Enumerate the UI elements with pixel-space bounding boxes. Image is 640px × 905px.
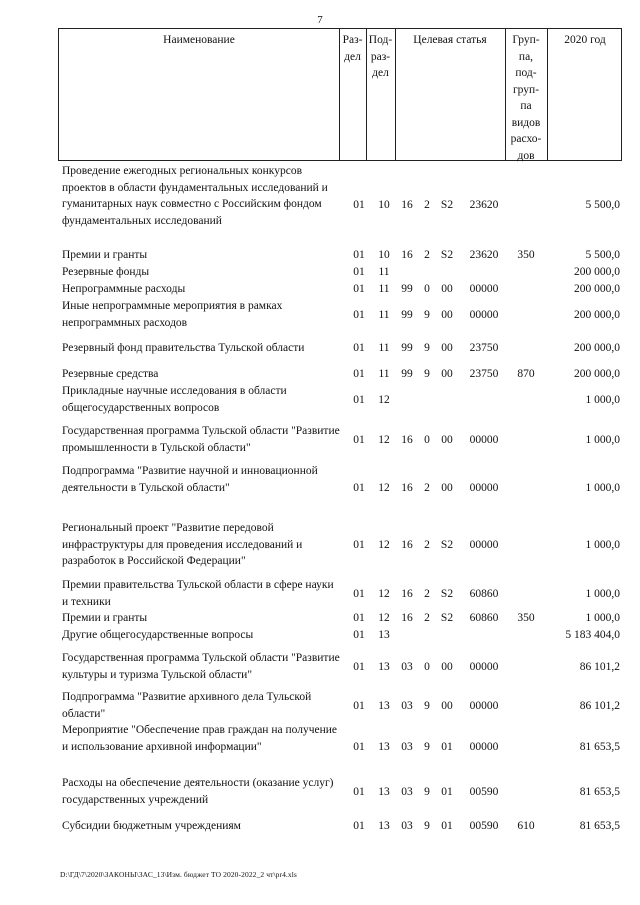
row-name: Премии правительства Тульской области в сфере науки и техники — [62, 579, 334, 608]
cell-c: S2 — [440, 538, 454, 551]
cell-pr: 10 — [378, 198, 390, 211]
table-row — [58, 247, 622, 264]
row-name: Проведение ежегодных региональных конкурсов проектов в области фундаментальных исследований и гуманитарных наук совместно с Российским фондом фундаментальных исследований — [62, 165, 328, 227]
cell-d: 00000 — [469, 538, 499, 551]
table-body — [58, 163, 622, 835]
cell-b: 9 — [424, 820, 430, 832]
cell-sum: 5 500,0 — [585, 249, 620, 261]
table-row — [58, 818, 622, 835]
cell-rz: 01 — [353, 342, 365, 354]
cell-d: 00000 — [469, 283, 499, 295]
cell-pr: 13 — [378, 740, 390, 753]
cell-b: 9 — [424, 308, 430, 321]
cell-a: 03 — [401, 699, 413, 712]
cell-sum: 81 653,5 — [579, 785, 620, 798]
cell-c: 00 — [441, 699, 453, 712]
cell-c: S2 — [440, 612, 454, 624]
cell-a: 03 — [401, 785, 413, 798]
cell-rz: 01 — [353, 481, 365, 494]
cell-a: 16 — [401, 612, 413, 624]
cell-b: 9 — [424, 699, 430, 712]
table-row — [58, 340, 622, 357]
table-row — [58, 610, 622, 627]
cell-rz: 01 — [353, 587, 365, 600]
table-row — [58, 627, 622, 644]
cell-pr: 11 — [378, 308, 390, 321]
cell-pr: 12 — [378, 393, 390, 406]
cell-rz: 01 — [353, 820, 365, 832]
cell-rz: 01 — [353, 629, 365, 641]
cell-rz: 01 — [353, 283, 365, 295]
cell-vr: 870 — [517, 368, 535, 380]
cell-a: 16 — [401, 481, 413, 494]
cell-b: 2 — [424, 538, 430, 551]
cell-rz: 01 — [353, 249, 365, 261]
table-row — [58, 650, 622, 683]
cell-b: 2 — [424, 612, 430, 624]
cell-pr: 12 — [378, 433, 390, 446]
cell-b: 9 — [424, 785, 430, 798]
cell-c: 01 — [441, 785, 453, 798]
cell-rz: 01 — [353, 740, 365, 753]
cell-c: 00 — [441, 481, 453, 494]
table-row — [58, 298, 622, 331]
row-name: Другие общегосударственные вопросы — [62, 629, 254, 641]
cell-rz: 01 — [353, 433, 365, 446]
cell-sum: 200 000,0 — [574, 368, 620, 380]
header-podrazdel: Под- раз- дел — [368, 34, 393, 79]
row-name: Премии и гранты — [62, 249, 148, 261]
cell-a: 16 — [401, 587, 413, 600]
cell-sum: 81 653,5 — [579, 740, 620, 753]
cell-pr: 13 — [378, 785, 390, 798]
table-header — [58, 28, 622, 161]
cell-b: 0 — [424, 283, 430, 295]
cell-b: 9 — [424, 740, 430, 753]
cell-a: 16 — [401, 249, 413, 261]
row-name: Резервный фонд правительства Тульской области — [62, 342, 305, 354]
cell-d: 60860 — [469, 612, 499, 624]
table-row — [58, 689, 622, 722]
cell-pr: 11 — [378, 368, 390, 380]
table-row — [58, 463, 622, 513]
cell-b: 2 — [424, 249, 430, 261]
cell-sum: 5 500,0 — [585, 198, 620, 211]
cell-a: 03 — [401, 660, 413, 673]
cell-d: 23620 — [469, 249, 499, 261]
table-row — [58, 281, 622, 298]
cell-rz: 01 — [353, 699, 365, 712]
cell-rz: 01 — [353, 660, 365, 673]
cell-sum: 1 000,0 — [585, 538, 620, 551]
column-divider — [395, 29, 396, 160]
cell-a: 16 — [401, 433, 413, 446]
cell-b: 0 — [424, 660, 430, 673]
row-name: Расходы на обеспечение деятельности (оказание услуг) государственных учреждений — [62, 777, 334, 806]
cell-rz: 01 — [353, 368, 365, 380]
row-name: Резервные средства — [62, 368, 159, 380]
cell-rz: 01 — [353, 393, 365, 406]
row-name: Прикладные научные исследования в области общегосударственных вопросов — [62, 385, 287, 414]
table-row — [58, 775, 622, 808]
cell-sum: 1 000,0 — [585, 393, 620, 406]
header-expense-group: Груп- па, под- груп- па видов расхо- дов — [510, 34, 542, 162]
cell-d: 23620 — [469, 198, 499, 211]
cell-d: 23750 — [469, 342, 499, 354]
cell-d: 00000 — [469, 308, 499, 321]
cell-vr: 610 — [517, 820, 535, 832]
cell-vr: 350 — [517, 249, 535, 261]
row-name: Государственная программа Тульской области "Развитие промышленности в Тульской области" — [62, 425, 340, 454]
cell-sum: 200 000,0 — [574, 266, 620, 278]
cell-pr: 11 — [378, 266, 390, 278]
header-target-article: Целевая статья — [413, 34, 487, 46]
cell-pr: 12 — [378, 481, 390, 494]
cell-a: 99 — [401, 283, 413, 295]
cell-rz: 01 — [353, 538, 365, 551]
table-row — [58, 163, 622, 247]
row-name: Резервные фонды — [62, 266, 150, 278]
page-number: 7 — [317, 14, 323, 26]
cell-pr: 12 — [378, 612, 390, 624]
cell-pr: 10 — [378, 249, 390, 261]
table-row — [58, 520, 622, 570]
cell-a: 16 — [401, 198, 413, 211]
row-name: Непрограммные расходы — [62, 283, 186, 295]
table-row — [58, 577, 622, 610]
row-name: Субсидии бюджетным учреждениям — [62, 820, 241, 832]
column-divider — [547, 29, 548, 160]
cell-c: S2 — [440, 249, 454, 261]
cell-pr: 12 — [378, 587, 390, 600]
cell-d: 60860 — [469, 587, 499, 600]
cell-b: 2 — [424, 481, 430, 494]
cell-d: 00000 — [469, 740, 499, 753]
cell-sum: 86 101,2 — [579, 660, 620, 673]
cell-b: 9 — [424, 368, 430, 380]
cell-sum: 1 000,0 — [585, 481, 620, 494]
cell-c: 01 — [441, 740, 453, 753]
row-name: Подпрограмма "Развитие архивного дела Тульской области" — [62, 691, 312, 720]
file-path-footer: D:\ГД\7\2020\ЗАКОНЫ\ЗАС_13\Изм. бюджет ТО 2020-2022_2 чт\pr4.xls — [60, 870, 297, 879]
cell-sum: 5 183 404,0 — [565, 629, 620, 641]
cell-a: 16 — [401, 538, 413, 551]
cell-c: 00 — [441, 308, 453, 321]
cell-sum: 200 000,0 — [574, 308, 620, 321]
cell-pr: 11 — [378, 342, 390, 354]
cell-sum: 200 000,0 — [574, 283, 620, 295]
table-row — [58, 423, 622, 456]
cell-d: 00000 — [469, 660, 499, 673]
header-name: Наименование — [163, 34, 235, 46]
cell-sum: 1 000,0 — [585, 433, 620, 446]
cell-d: 23750 — [469, 368, 499, 380]
table-row — [58, 722, 622, 772]
row-name: Региональный проект "Развитие передовой инфраструктуры для проведения исследований и разработок в Российской Федерации" — [62, 522, 303, 567]
cell-c: 00 — [441, 342, 453, 354]
cell-sum: 81 653,5 — [579, 820, 620, 832]
row-name: Подпрограмма "Развитие научной и инновационной деятельности в Тульской области" — [62, 465, 318, 494]
cell-b: 0 — [424, 433, 430, 446]
cell-sum: 86 101,2 — [579, 699, 620, 712]
cell-rz: 01 — [353, 308, 365, 321]
cell-c: 00 — [441, 433, 453, 446]
cell-c: 00 — [441, 660, 453, 673]
cell-b: 2 — [424, 587, 430, 600]
cell-pr: 13 — [378, 699, 390, 712]
table-row — [58, 366, 622, 383]
cell-sum: 1 000,0 — [585, 587, 620, 600]
cell-c: 01 — [441, 820, 453, 832]
cell-b: 9 — [424, 342, 430, 354]
cell-a: 03 — [401, 740, 413, 753]
cell-c: S2 — [440, 198, 454, 211]
row-name: Мероприятие "Обеспечение прав граждан на получение и использование архивной информации" — [62, 724, 338, 753]
cell-sum: 200 000,0 — [574, 342, 620, 354]
cell-c: 00 — [441, 283, 453, 295]
cell-a: 99 — [401, 368, 413, 380]
cell-pr: 12 — [378, 538, 390, 551]
cell-d: 00000 — [469, 699, 499, 712]
cell-rz: 01 — [353, 266, 365, 278]
cell-sum: 1 000,0 — [585, 612, 620, 624]
row-name: Иные непрограммные мероприятия в рамках непрограммных расходов — [62, 300, 283, 329]
header-razdel: Раз- дел — [342, 34, 363, 63]
cell-a: 99 — [401, 308, 413, 321]
cell-pr: 13 — [378, 820, 390, 832]
cell-pr: 13 — [378, 629, 390, 641]
cell-d: 00590 — [469, 785, 499, 798]
table-row — [58, 264, 622, 281]
cell-d: 00000 — [469, 481, 499, 494]
cell-pr: 11 — [378, 283, 390, 295]
cell-a: 03 — [401, 820, 413, 832]
cell-rz: 01 — [353, 198, 365, 211]
cell-a: 99 — [401, 342, 413, 354]
cell-d: 00590 — [469, 820, 499, 832]
cell-rz: 01 — [353, 612, 365, 624]
header-year: 2020 год — [564, 34, 606, 46]
row-name: Премии и гранты — [62, 612, 148, 624]
cell-c: 00 — [441, 368, 453, 380]
cell-pr: 13 — [378, 660, 390, 673]
row-name: Государственная программа Тульской области "Развитие культуры и туризма Тульской области" — [62, 652, 340, 681]
cell-d: 00000 — [469, 433, 499, 446]
table-row — [58, 383, 622, 416]
cell-rz: 01 — [353, 785, 365, 798]
cell-b: 2 — [424, 198, 430, 211]
cell-vr: 350 — [517, 612, 535, 624]
cell-c: S2 — [440, 587, 454, 600]
